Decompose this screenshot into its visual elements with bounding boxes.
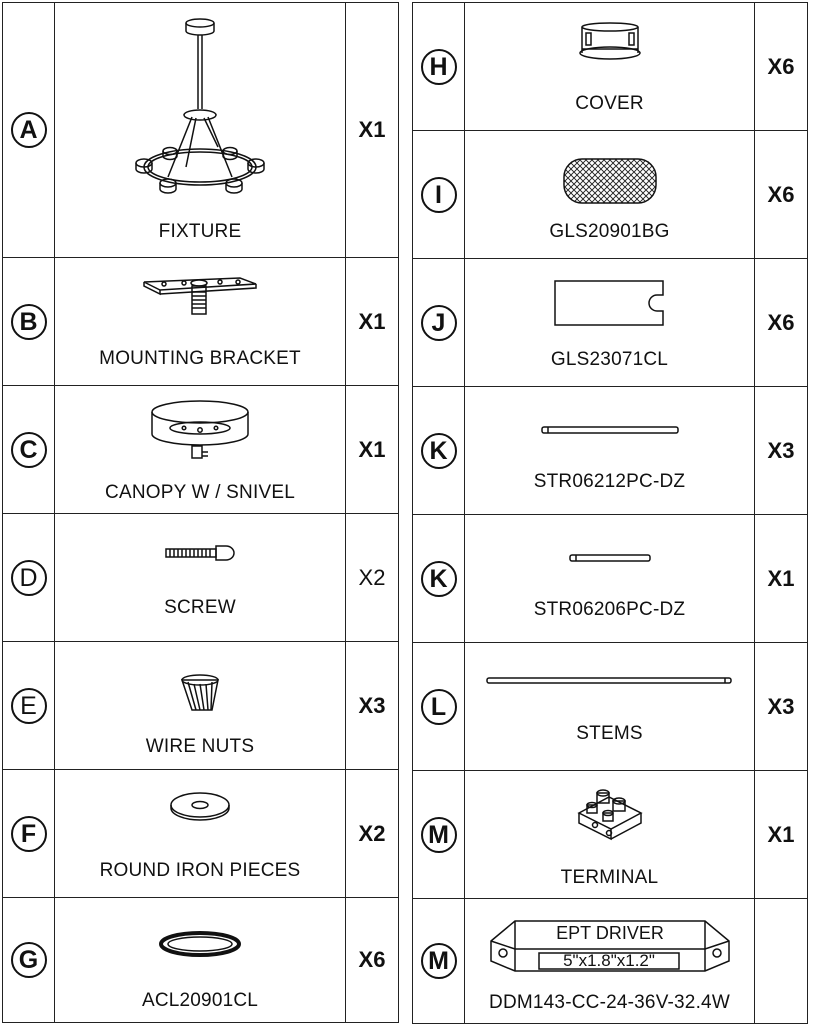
- part-label: STEMS: [576, 723, 643, 744]
- part-letter-cell: [413, 259, 465, 387]
- part-row: [413, 259, 808, 387]
- part-letter: K: [421, 433, 457, 469]
- part-label: STR06212PC-DZ: [533, 471, 686, 492]
- wire-nut-icon: [178, 672, 222, 714]
- part-letter: J: [421, 305, 457, 341]
- part-letter-cell: [413, 3, 465, 131]
- driver-size-text: 5"x1.8"x1.2": [562, 951, 655, 970]
- part-row: [3, 386, 399, 514]
- part-quantity: X1: [755, 771, 808, 899]
- part-letter-cell: [3, 258, 55, 386]
- part-label: ACL20901CL: [141, 990, 259, 1011]
- part-letter-cell: [413, 131, 465, 259]
- part-letter: M: [421, 943, 457, 979]
- part-row: [413, 3, 808, 131]
- part-quantity: X2: [346, 770, 399, 898]
- part-row: [3, 898, 399, 1023]
- long-rod-icon: [540, 425, 680, 435]
- part-row: [413, 899, 808, 1024]
- part-label: TERMINAL: [560, 867, 659, 888]
- part-letter: M: [421, 817, 457, 853]
- part-picture-cell: [55, 514, 346, 642]
- part-picture-cell: [55, 642, 346, 770]
- part-letter-cell: [3, 3, 55, 258]
- part-letter-cell: [3, 898, 55, 1023]
- part-letter-cell: [3, 514, 55, 642]
- part-letter: H: [421, 49, 457, 85]
- part-letter: B: [11, 304, 47, 340]
- part-label: FIXTURE: [158, 221, 242, 242]
- part-letter: A: [11, 112, 47, 148]
- part-quantity: X6: [755, 3, 808, 131]
- part-quantity-text: X2: [358, 564, 386, 590]
- part-picture-cell: [465, 515, 755, 643]
- terminal-block-icon: [575, 783, 645, 849]
- part-quantity: X3: [755, 387, 808, 515]
- mounting-bracket-icon: [140, 272, 260, 316]
- cover-cup-icon: [578, 21, 642, 65]
- parts-table-right: [412, 2, 808, 1024]
- part-letter-cell: [413, 515, 465, 643]
- part-quantity: [346, 514, 399, 642]
- part-picture-cell: [465, 387, 755, 515]
- part-picture-cell: [55, 258, 346, 386]
- part-letter-cell: [3, 770, 55, 898]
- part-letter-cell: [413, 643, 465, 771]
- part-letter: K: [421, 561, 457, 597]
- part-label: GLS23071CL: [550, 349, 669, 370]
- part-letter: I: [421, 177, 457, 213]
- part-quantity: X6: [755, 131, 808, 259]
- part-row: [413, 643, 808, 771]
- part-row: [3, 258, 399, 386]
- part-quantity: X1: [346, 258, 399, 386]
- part-letter-cell: [413, 387, 465, 515]
- part-quantity: X6: [346, 898, 399, 1023]
- part-quantity: [755, 899, 808, 1024]
- part-label: DDM143-CC-24-36V-32.4W: [489, 992, 730, 1013]
- part-label: MOUNTING BRACKET: [99, 348, 301, 369]
- driver-brand-text: EPT DRIVER: [555, 923, 664, 943]
- glass-cylinder-icon: [562, 157, 658, 207]
- part-picture-cell: [55, 3, 346, 258]
- part-letter: E: [11, 688, 47, 724]
- part-letter-cell: [3, 642, 55, 770]
- part-picture-cell: [465, 899, 755, 1024]
- part-letter: G: [11, 942, 47, 978]
- part-label: WIRE NUTS: [145, 736, 255, 757]
- part-row: [413, 131, 808, 259]
- part-label: ROUND IRON PIECES: [99, 860, 301, 881]
- part-picture-cell: [55, 898, 346, 1023]
- round-washer-icon: [169, 790, 231, 822]
- canopy-icon: [148, 398, 252, 464]
- screw-icon: [164, 544, 236, 562]
- stem-icon: [485, 676, 735, 686]
- part-picture-cell: [55, 386, 346, 514]
- part-label: SCREW: [164, 597, 236, 618]
- part-row: [3, 770, 399, 898]
- chandelier-fixture-icon: [130, 17, 270, 197]
- parts-table-left: [2, 2, 399, 1023]
- part-letter-cell: [3, 386, 55, 514]
- part-picture-cell: [55, 770, 346, 898]
- part-quantity: X1: [346, 3, 399, 258]
- part-row: [3, 642, 399, 770]
- short-rod-icon: [568, 553, 652, 563]
- part-quantity: X1: [755, 515, 808, 643]
- part-quantity: X6: [755, 259, 808, 387]
- part-quantity: X1: [346, 386, 399, 514]
- part-picture-cell: [465, 131, 755, 259]
- part-label: STR06206PC-DZ: [533, 599, 686, 620]
- led-driver-icon: [487, 909, 733, 981]
- part-label: COVER: [575, 93, 644, 114]
- ring-gasket-icon: [158, 930, 242, 960]
- part-letter-cell: [413, 771, 465, 899]
- part-row: [3, 514, 399, 642]
- part-letter: F: [11, 816, 47, 852]
- part-picture-cell: [465, 771, 755, 899]
- part-picture-cell: [465, 259, 755, 387]
- part-letter: D: [11, 560, 47, 596]
- part-picture-cell: [465, 643, 755, 771]
- part-row: [413, 387, 808, 515]
- part-row: [3, 3, 399, 258]
- part-letter: L: [421, 689, 457, 725]
- part-label: CANOPY W / SNIVEL: [105, 482, 295, 503]
- glass-plate-icon: [553, 279, 667, 327]
- part-letter-cell: [413, 899, 465, 1024]
- part-picture-cell: [465, 3, 755, 131]
- part-letter: C: [11, 432, 47, 468]
- part-row: [413, 515, 808, 643]
- part-row: [413, 771, 808, 899]
- part-quantity: X3: [346, 642, 399, 770]
- part-label: GLS20901BG: [549, 221, 670, 242]
- part-quantity: X3: [755, 643, 808, 771]
